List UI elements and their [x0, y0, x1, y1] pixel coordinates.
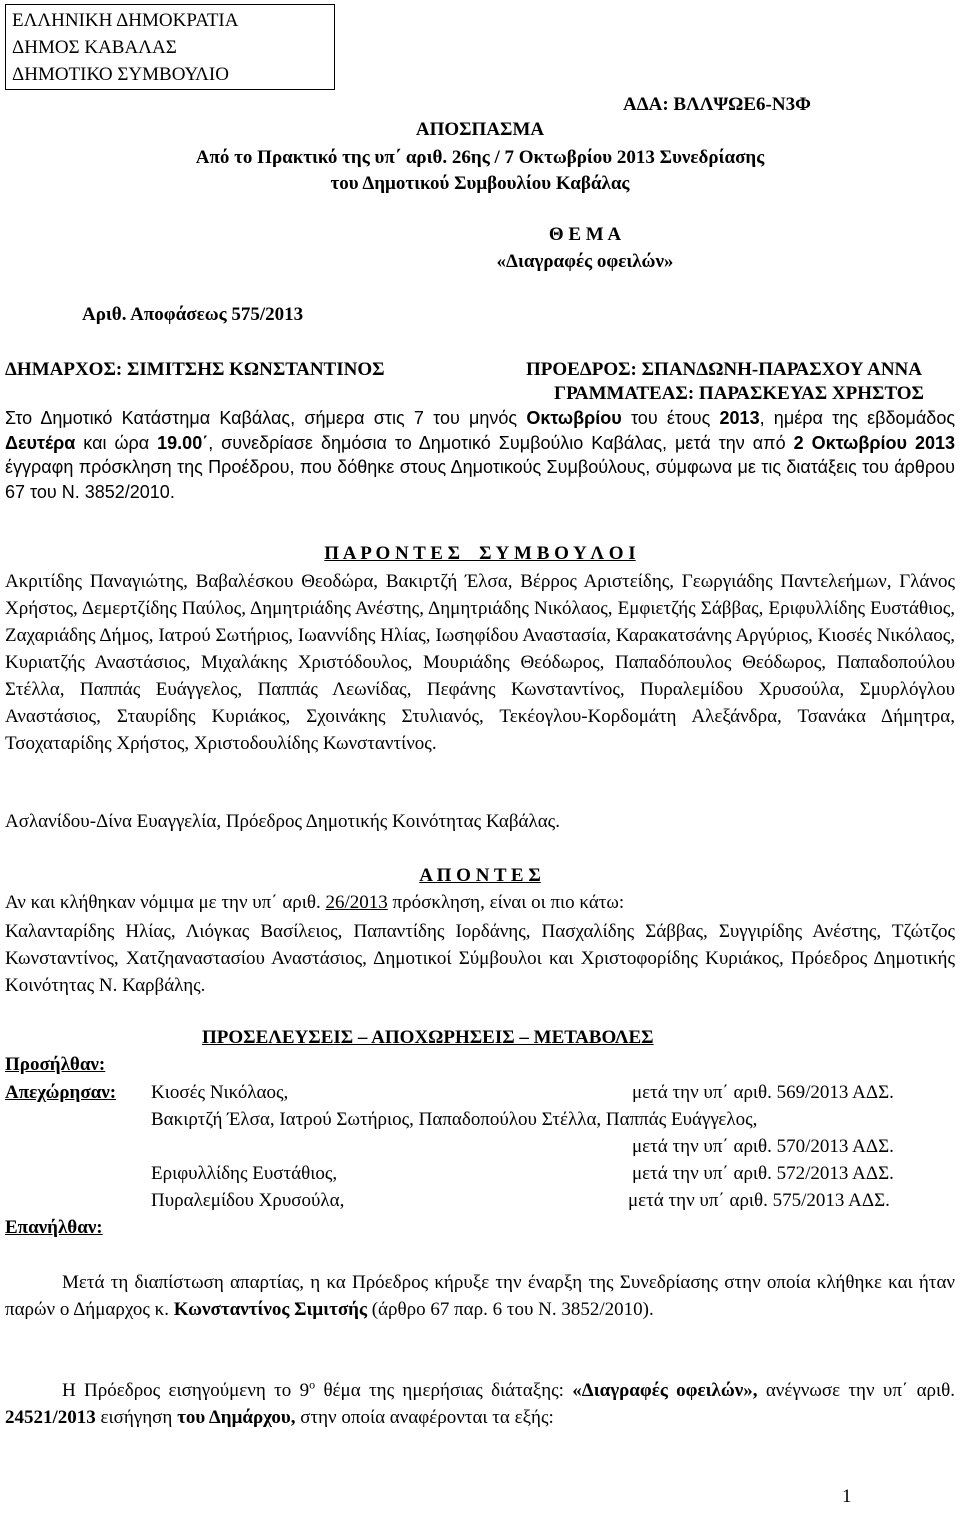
quorum-text: Μετά τη διαπίστωση απαρτίας, η κα Πρόεδρος κήρυξε την έναρξη της Συνεδρίασης στην οποία κλήθηκε και ήταν παρών ο Δήμαρχος κ.: [5, 1272, 955, 1320]
topic-text: εισήγηση: [95, 1407, 178, 1428]
topic-proposal-number: 24521/2013: [5, 1407, 96, 1428]
quorum-text: (άρθρο 67 παρ. 6 του Ν. 3852/2010).: [366, 1299, 654, 1320]
thema-title: «Διαγραφές οφειλών»: [496, 251, 674, 272]
topic-text: ανέγνωσε την υπ΄ αριθ.: [757, 1380, 955, 1401]
apospasma-title: ΑΠΟΣΠΑΣΜΑ: [415, 119, 545, 140]
ada-code: ΑΔΑ: ΒΛΛΨΩΕ6-Ν3Φ: [623, 94, 811, 115]
intro-text: του έτους: [621, 408, 720, 428]
intro-text: Στο Δημοτικό Κατάστημα Καβάλας, σήμερα στις 7 του μηνός: [5, 408, 527, 428]
header-line-1: ΕΛΛΗΝΙΚΗ ΔΗΜΟΚΡΑΤΙΑ: [12, 10, 239, 31]
decision-number: Αριθ. Αποφάσεως 575/2013: [82, 304, 304, 325]
intro-time: 19.00΄: [157, 432, 209, 453]
praktiko-line: Από το Πρακτικό της υπ΄ αριθ. 26ης / 7 Οκτωβρίου 2013 Συνεδρίασης: [195, 147, 765, 168]
left-4-ref: μετά την υπ΄ αριθ. 575/2013 ΑΔΣ.: [628, 1190, 890, 1211]
quorum-paragraph: [5, 1269, 955, 1323]
left-2-ref: μετά την υπ΄ αριθ. 570/2013 ΑΔΣ.: [632, 1136, 894, 1157]
absent-names: Καλανταρίδης Ηλίας, Λιόγκας Βασίλειος, Παπαντίδης Ιορδάνης, Πασχαλίδης Σάββας, Συγγιρίδης Ανέστης, Τζώτζος Κωνσταντίνος, Χατζηαναστασίου Αναστάσιος, Δημοτικοί Σύμβουλοι και Χριστοφορίδης Κυριάκος, Πρόεδρος Δημοτικής Κοινότητας Ν. Καρβάλης.: [5, 921, 955, 996]
page-number: 1: [842, 1486, 852, 1507]
topic-text: Η Πρόεδρος εισηγούμενη το 9: [62, 1380, 310, 1401]
council-line: του Δημοτικού Συμβουλίου Καβάλας: [330, 173, 630, 194]
left-1-names: Κιοσές Νικόλαος,: [151, 1082, 289, 1103]
left-4-names: Πυραλεμίδου Χρυσούλα,: [151, 1190, 345, 1211]
quorum-mayor-name: Κωνσταντίνος Σιμιτσής: [173, 1299, 367, 1320]
intro-text: έγγραφη πρόσκληση της Προέδρου, που δόθηκε στους Δημοτικούς Συμβούλους, σύμφωνα με τις διατάξεις του άρθρου 67 του Ν. 3852/2010.: [5, 457, 955, 502]
absent-heading: Α Π Ο Ν Τ Ε Σ: [419, 865, 541, 886]
absent-invite-number: 26/2013: [325, 892, 388, 913]
arrived-label: Προσήλθαν:: [5, 1054, 106, 1075]
absent-intro: [5, 891, 955, 915]
left-3-names: Εριφυλλίδης Ευστάθιος,: [151, 1163, 338, 1184]
topic-text: στην οποία αναφέρονται τα εξής:: [295, 1407, 554, 1428]
topic-title: «Διαγραφές οφειλών»,: [572, 1380, 758, 1401]
intro-text: , ημέρα της εβδομάδος: [759, 408, 956, 428]
topic-text: θέμα της ημερήσιας διάταξης:: [315, 1380, 573, 1401]
intro-year: 2013: [719, 408, 760, 428]
president-line: ΠΡΟΕΔΡΟΣ: ΣΠΑΝΔΩΝΗ-ΠΑΡΑΣΧΟΥ ΑΝΝΑ: [526, 359, 923, 380]
absent-intro-text: πρόσκληση, είναι οι πιο κάτω:: [387, 892, 625, 913]
returned-label: Επανήλθαν:: [5, 1217, 103, 1238]
left-label: Απεχώρησαν:: [5, 1082, 117, 1103]
thema-label: Θ Ε Μ Α: [548, 224, 622, 245]
intro-month: Οκτωβρίου: [526, 408, 622, 428]
intro-invite-date: 2 Οκτωβρίου 2013: [793, 432, 955, 453]
intro-paragraph: [5, 406, 955, 504]
intro-day: Δευτέρα: [5, 432, 76, 453]
left-2-names: Βακιρτζή Έλσα, Ιατρού Σωτήριος, Παπαδοπούλου Στέλλα, Παππάς Ευάγγελος,: [151, 1109, 758, 1130]
topic-of-mayor: του Δημάρχου,: [177, 1407, 296, 1428]
intro-text: , συνεδρίασε δημόσια το Δημοτικό Συμβούλιο Καβάλας, μετά την από: [208, 432, 794, 453]
authority-header: [5, 4, 335, 90]
left-3-ref: μετά την υπ΄ αριθ. 572/2013 ΑΔΣ.: [632, 1163, 894, 1184]
absent-intro-text: Αν και κλήθηκαν νόμιμα με την υπ΄ αριθ.: [5, 892, 326, 913]
intro-text: και ώρα: [75, 432, 158, 453]
present-names: Ακριτίδης Παναγιώτης, Βαβαλέσκου Θεοδώρα, Βακιρτζή Έλσα, Βέρρος Αριστείδης, Γεωργιάδης Παντελεήμων, Γλάνος Χρήστος, Δεμερτζίδης Παύλος, Δημητριάδης Ανέστης, Δημητριάδης Νικόλαος, Εμφιετζής Σάββας, Εριφυλλίδης Ευστάθιος, Ζαχαριάδης Δήμος, Ιατρού Σωτήριος, Ιωαννίδης Ηλίας, Ιωσηφίδου Αναστασία, Καρακατσάνης Αργύριος, Κιοσές Νικόλαος, Κυριατζής Αναστάσιος, Μιχαλάκης Χριστόδουλος, Μουριάδης Θεόδωρος, Παπαδόπουλος Θεόδωρος, Παπαδοπούλου Στέλλα, Παππάς Ευάγγελος, Παππάς Λεωνίδας, Πεφάνης Κωνσταντίνος, Πυραλεμίδου Χρυσούλα, Σμυρλόγλου Αναστάσιος, Σταυρίδης Κυριάκος, Σχοινάκης Στυλιανός, Τεκέογλου-Κορδομάτη Αλεξάνδρα, Τσανάκα Δήμητρα, Τσοχαταρίδης Χρήστος, Χριστοδουλίδης Κωνσταντίνος.: [5, 571, 955, 754]
changes-heading: ΠΡΟΣΕΛΕΥΣΕΙΣ – ΑΠΟΧΩΡΗΣΕΙΣ – ΜΕΤΑΒΟΛΕΣ: [202, 1027, 654, 1048]
topic-paragraph: [5, 1377, 955, 1431]
secretary-line: ΓΡΑΜΜΑΤΕΑΣ: ΠΑΡΑΣΚΕΥΑΣ ΧΡΗΣΤΟΣ: [554, 383, 924, 404]
present-heading: Π Α Ρ Ο Ν Τ Ε Σ Σ Υ Μ Β Ο Υ Λ Ο Ι: [324, 543, 636, 564]
present-community-president: Ασλανίδου-Δίνα Ευαγγελία, Πρόεδρος Δημοτικής Κοινότητας Καβάλας.: [5, 811, 560, 832]
topic-superscript: ο: [309, 1377, 316, 1392]
header-line-2: ΔΗΜΟΣ ΚΑΒΑΛΑΣ: [12, 37, 177, 58]
left-1-ref: μετά την υπ΄ αριθ. 569/2013 ΑΔΣ.: [632, 1082, 894, 1103]
header-line-3: ΔΗΜΟΤΙΚΟ ΣΥΜΒΟΥΛΙΟ: [12, 64, 229, 85]
mayor-line: ΔΗΜΑΡΧΟΣ: ΣΙΜΙΤΣΗΣ ΚΩΝΣΤΑΝΤΙΝΟΣ: [5, 359, 385, 380]
